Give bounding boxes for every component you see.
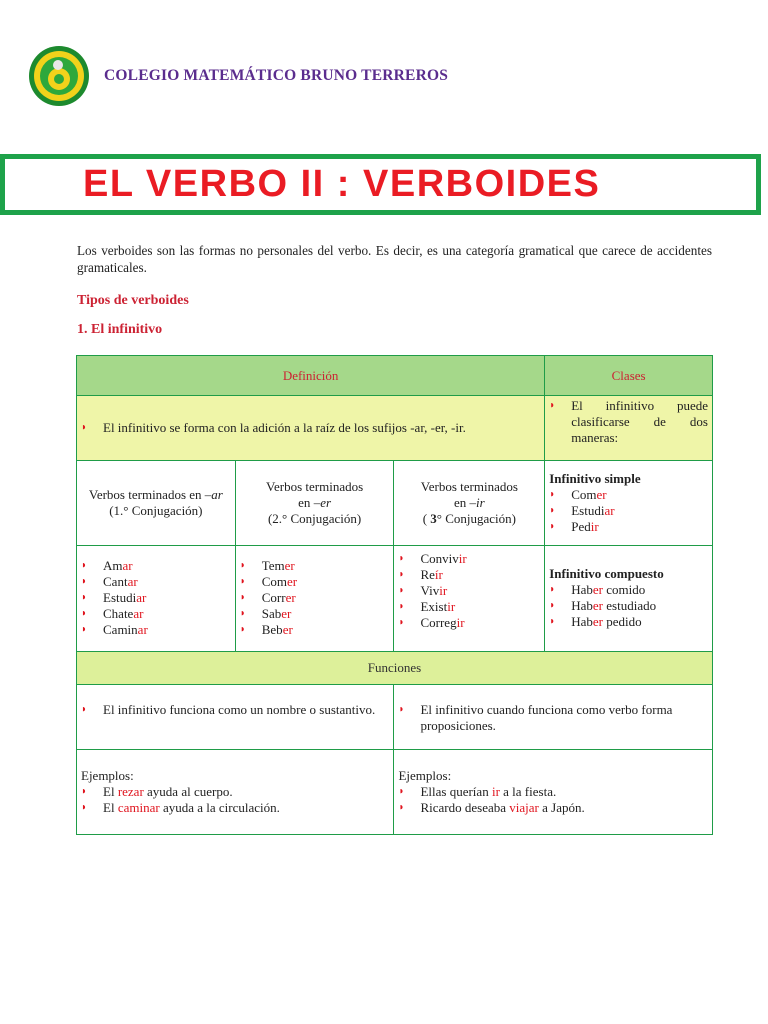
func-left-text: ◗ El infinitivo funciona como un nombre o sustantivo. <box>81 702 389 718</box>
list-item: ◗ Saber <box>240 606 390 622</box>
examples-left-cell <box>77 750 394 835</box>
header-funciones: Funciones <box>77 652 713 685</box>
list-item: ◗ Beber <box>240 622 390 638</box>
list-item: ◗ Cantar <box>81 574 231 590</box>
group-ar-conj: (1.° Conjugación) <box>109 503 203 518</box>
group-ir-label: Verbos terminados <box>420 479 518 494</box>
group-ir-num: 3 <box>430 511 437 526</box>
subsection-title: 1. El infinitivo <box>77 322 163 337</box>
list-item: ◗ Pedir <box>549 519 708 535</box>
list-item: ◗ Estudiar <box>549 503 708 519</box>
group-ir-conj: ° Conjugación) <box>436 511 516 526</box>
list-item: ◗ Haber pedido <box>549 614 708 630</box>
group-ar-label: Verbos terminados en <box>88 487 205 502</box>
group-ir-cell <box>394 461 545 546</box>
group-er-cell <box>235 461 394 546</box>
group-er-conj: (2.° Conjugación) <box>267 511 362 526</box>
section-title: Tipos de verboides <box>77 293 189 308</box>
infinitive-table <box>76 355 713 835</box>
ar-verbs-cell <box>77 546 236 652</box>
compound-cell <box>545 546 713 652</box>
group-er-en: en <box>298 495 314 510</box>
list-item: ◗ Ricardo deseaba viajar a Japón. <box>398 800 708 816</box>
list-item: ◗ El caminar ayuda a la circulación. <box>81 800 389 816</box>
compound-title: Infinitivo compuesto <box>549 566 664 581</box>
list-item: ◗ Amar <box>81 558 231 574</box>
list-item: ◗ Existir <box>398 599 540 615</box>
simple-title: Infinitivo simple <box>549 471 641 486</box>
group-ir-suffix: –ir <box>469 495 485 510</box>
clases-cell <box>545 396 713 461</box>
school-logo <box>28 45 90 107</box>
clases-text: ◗ El infinitivo puede clasificarse de dos maneras: <box>549 398 708 446</box>
title-box <box>0 154 761 215</box>
simple-cell <box>545 461 713 546</box>
group-ar-suffix: –ar <box>204 487 223 502</box>
list-item: ◗ El rezar ayuda al cuerpo. <box>81 784 389 800</box>
group-ir-paren: ( <box>422 511 431 526</box>
examples-label: Ejemplos: <box>398 768 452 783</box>
group-ar-cell <box>77 461 236 546</box>
list-item: ◗ Haber comido <box>549 582 708 598</box>
header-definicion: Definición <box>77 356 545 396</box>
list-item: ◗ Comer <box>240 574 390 590</box>
examples-label: Ejemplos: <box>81 768 134 783</box>
intro-paragraph: Los verboides son las formas no personales del verbo. Es decir, es una categoría gramatical que carece de accidentes gramaticales. <box>77 243 712 275</box>
school-name: COLEGIO MATEMÁTICO BRUNO TERREROS <box>104 67 449 84</box>
list-item: ◗ Temer <box>240 558 390 574</box>
list-item: ◗ Comer <box>549 487 708 503</box>
list-item: ◗ Convivir <box>398 551 540 567</box>
func-right-text: ◗ El infinitivo cuando funciona como verbo forma proposiciones. <box>398 702 708 734</box>
group-er-label: Verbos terminados <box>266 479 364 494</box>
page-title: EL VERBO II : VERBOIDES <box>83 163 601 205</box>
header-clases: Clases <box>545 356 713 396</box>
list-item: ◗ Reír <box>398 567 540 583</box>
list-item: ◗ Haber estudiado <box>549 598 708 614</box>
group-ir-en: en <box>454 495 470 510</box>
func-left-cell <box>77 685 394 750</box>
list-item: ◗ Estudiar <box>81 590 231 606</box>
definition-text: ◗ El infinitivo se forma con la adición a la raíz de los sufijos -ar, -er, -ir. <box>81 420 540 436</box>
list-item: ◗ Ellas querían ir a la fiesta. <box>398 784 708 800</box>
list-item: ◗ Vivir <box>398 583 540 599</box>
ir-verbs-cell <box>394 546 545 652</box>
list-item: ◗ Corregir <box>398 615 540 631</box>
func-right-cell <box>394 685 713 750</box>
list-item: ◗ Correr <box>240 590 390 606</box>
definition-cell <box>77 396 545 461</box>
list-item: ◗ Caminar <box>81 622 231 638</box>
er-verbs-cell <box>235 546 394 652</box>
list-item: ◗ Chatear <box>81 606 231 622</box>
group-er-suffix: –er <box>313 495 332 510</box>
examples-right-cell <box>394 750 713 835</box>
